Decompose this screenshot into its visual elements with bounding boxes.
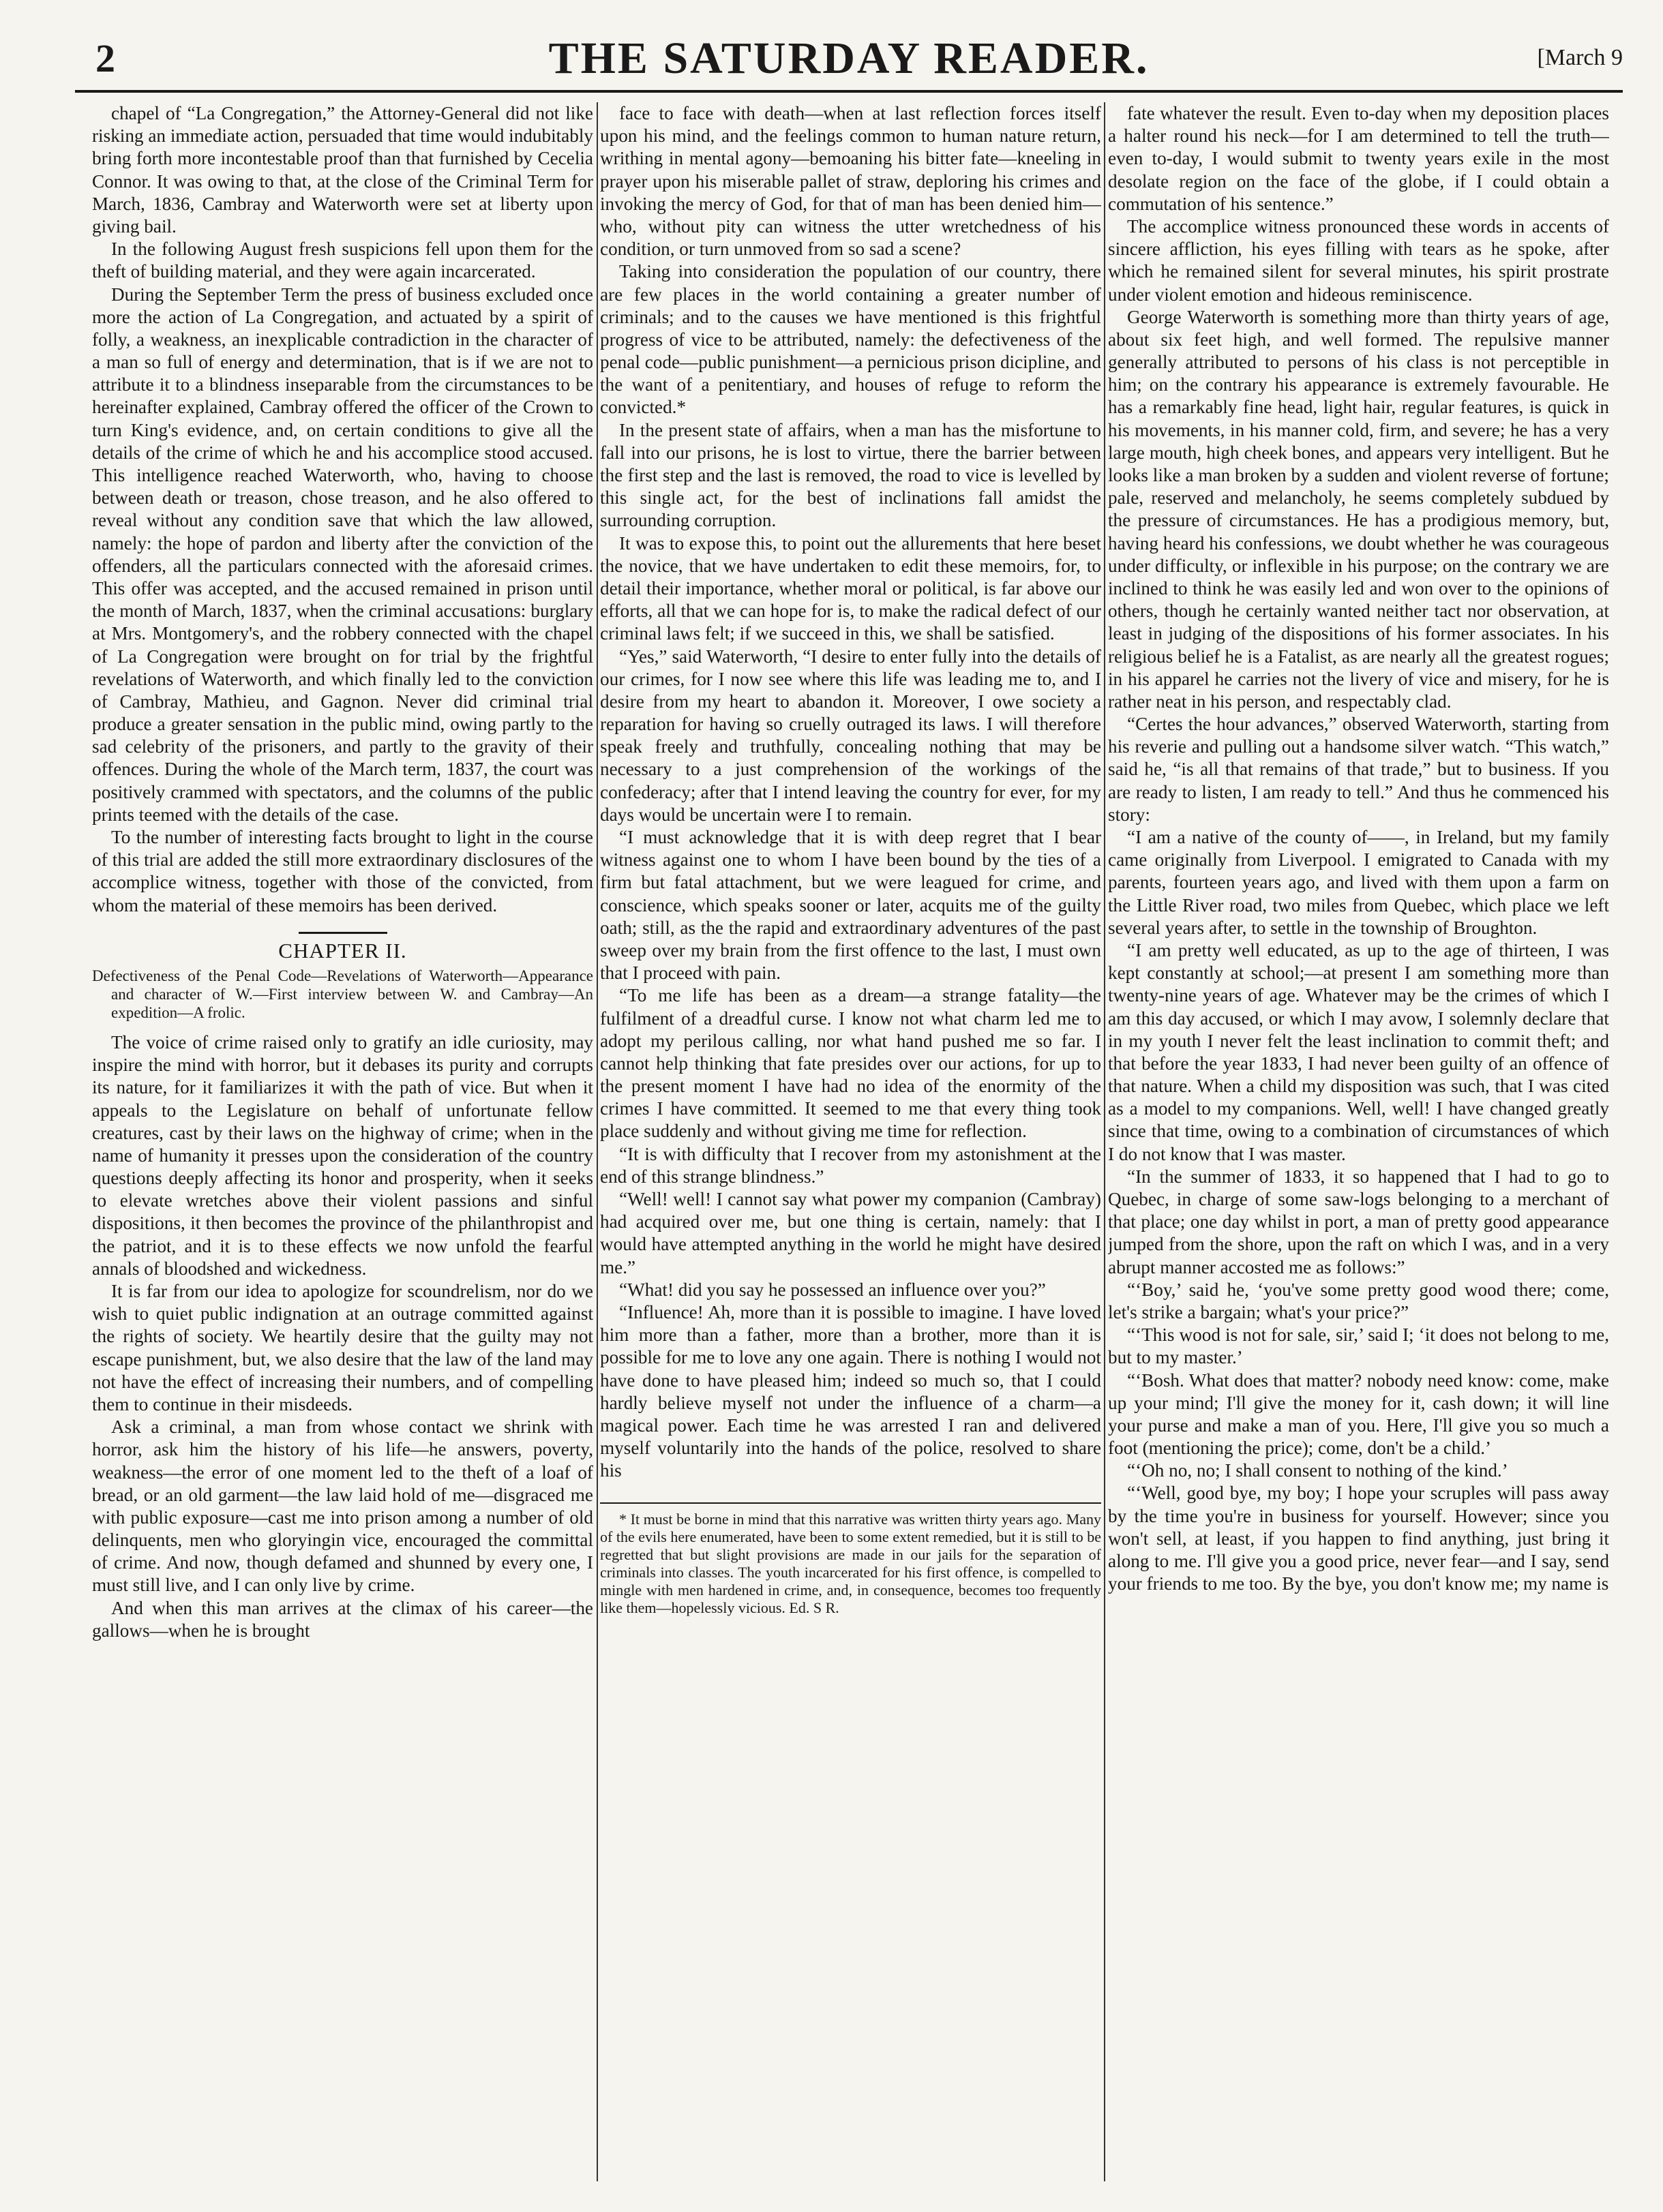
paragraph: The accomplice witness pronounced these words in accents of sincere affliction, his eyes filling with tears as he spoke, after which he remained silent for several minutes, his spirit prostrate under violent emotion and hideous reminiscence. bbox=[1108, 215, 1609, 305]
paragraph: “Yes,” said Waterworth, “I desire to enter fully into the details of our crimes, for I now see where this life was leading me to, and I desire from my heart to abandon it. Moreover, I owe society a reparation for having so cruelly outraged its laws. I will therefore speak freely and truthfully, concealing nothing that may be necessary to a just comprehension of the workings of the confederacy; after that I intend leaving the country for ever, for my days would be uncertain were I to remain. bbox=[600, 646, 1101, 825]
paragraph: In the following August fresh suspicions fell upon them for the theft of building material, and they were again incarcerated. bbox=[92, 239, 593, 282]
paragraph: chapel of “La Congregation,” the Attorney-General did not like risking an immediate action, persuaded that time would indubitably bring forth more incontestable proof than that furnished by Cecelia Connor. It was owing to that, at the close of the Criminal Term for March, 1836, Cambray and Waterworth were set at liberty upon giving bail. bbox=[92, 103, 593, 237]
paragraph: “In the summer of 1833, it so happened that I had to go to Quebec, in charge of some saw-logs belonging to a merchant of that place; one day whilst in port, a man of pretty good appearance jumped from the shore, upon the raft on which I was, and in a very abrupt manner accosted me as follows:” bbox=[1108, 1166, 1609, 1277]
footnote: * It must be borne in mind that this narrative was written thirty years ago. Many of the evils here enumerated, have been to some extent remedied, but it is still to be regretted that but slight provisions are made in our jails for the separation of criminals into classes. The youth incarcerated for his first offence, is compelled to mingle with men hardened in crime, and, in consequence, becomes too frequently like them—hopelessly vicious. Ed. S R. bbox=[600, 1511, 1101, 1617]
masthead-title: THE SATURDAY READER. bbox=[548, 33, 1150, 83]
paragraph: The voice of crime raised only to gratify an idle curiosity, may inspire the mind with horror, but it debases its purity and corrupts its nature, for it familiarizes it with the path of vice. But when it appeals to the Legislature on behalf of unfortunate fellow creatures, cast by their laws on the highway of crime; when in the name of humanity it presses upon the consideration of the country questions deeply affecting its honor and prosperity, when it seeks to elevate wretches above their violent passions and sinful dispositions, it then becomes the province of the philanthropist and the patriot, and it is to these effects we now unfold the fearful annals of bloodshed and wickedness. bbox=[92, 1031, 593, 1279]
paragraph: To the number of interesting facts brought to light in the course of this trial are added the still more extraordinary disclosures of the accomplice witness, together with those of the convicted, from whom the material of these memoirs has been derived. bbox=[92, 827, 593, 915]
chapter-summary: Defectiveness of the Penal Code—Revelations of Waterworth—Appearance and character of W.—First interview between W. and Cambray—An expedition—A frolic. bbox=[92, 967, 593, 1021]
page-number: 2 bbox=[95, 36, 115, 80]
paragraph: “To me life has been as a dream—a strange fatality—the fulfilment of a dreadful curse. I know not what charm led me to adopt my perilous calling, nor what hand pushed me so far. I cannot help thinking that fate presides over our actions, for up to the present moment I have had no idea of the enormity of the crimes I have committed. It seemed to me that every thing took place suddenly and without giving me time for reflection. bbox=[600, 985, 1101, 1142]
column-divider bbox=[597, 102, 598, 2181]
chapter-rule bbox=[299, 932, 387, 934]
paragraph: “I am pretty well educated, as up to the age of thirteen, I was kept constantly at school;—at present I am something more than twenty-nine years of age. Whatever may be the crimes of which I am this day accused, or which I may avow, I solemnly declare that in my youth I never felt the least inclination to commit theft; and that before the year 1833, I had never been guilty of an offence of that nature. When a child my disposition was such, that I was cited as a model to my companions. Well, well! I have changed greatly since that time, owing to a combination of circumstances of which I do not know that I was master. bbox=[1108, 939, 1609, 1164]
column-3 bbox=[1108, 102, 1609, 2181]
paragraph: During the September Term the press of business excluded once more the action of La Congregation, and actuated by a spirit of folly, a weakness, an inexplicable contradiction in the character of a man so full of energy and determination, that is if we are not to attribute it to a blindness inseparable from the circumstances to be hereinafter explained, Cambray offered the officer of the Crown to turn King's evidence, and, on certain conditions to give all the details of the crime of which he and his accomplice stood accused. This intelligence reached Waterworth, who, having to choose between death or treason, chose treason, and he also offered to reveal without any condition save that which the law allowed, namely: the hope of pardon and liberty after the conviction of the offenders, all the particulars connected with the aforesaid crimes. This offer was accepted, and the accused remained in prison until the month of March, 1837, when the criminal accusations: burglary at Mrs. Montgomery's, and the robbery connected with the chapel of La Congregation were brought on for trial by the frightful revelations of Waterworth, and which finally led to the conviction of Cambray, Mathieu, and Gagnon. Never did criminal trial produce a greater sensation in the public mind, owing partly to the sad celebrity of the prisoners, and partly to the gravity of their offences. During the whole of the March term, 1837, the court was positively crammed with spectators, and the columns of the public prints teemed with the details of the case. bbox=[92, 284, 593, 825]
column-2 bbox=[600, 102, 1101, 2181]
header-rule bbox=[75, 90, 1623, 93]
page-header bbox=[75, 26, 1623, 94]
paragraph: “Well! well! I cannot say what power my companion (Cambray) had acquired over me, but one thing is certain, namely: that I would have attempted anything in the world he might have desired me.” bbox=[600, 1189, 1101, 1277]
paragraph: Taking into consideration the population of our country, there are few places in the world containing a greater number of criminals; and to the causes we have mentioned is this frightful progress of vice to be attributed, namely: the defectiveness of the penal code—public punishment—a pernicious prison dicipline, and the want of a penitentiary, and houses of refuge to reform the convicted.* bbox=[600, 261, 1101, 418]
paragraph: “It is with difficulty that I recover from my astonishment at the end of this strange blindness.” bbox=[600, 1143, 1101, 1187]
paragraph: “Influence! Ah, more than it is possible to imagine. I have loved him more than a father, more than a brother, more than it is possible for me to love any one again. There is nothing I would not have done to have pleased him; indeed so much so, that I could hardly believe myself not under the influence of a charm—a magical power. Each time he was arrested I ran and delivered myself voluntarily into the hands of the police, resolved to share his bbox=[600, 1301, 1101, 1481]
paragraph: Ask a criminal, a man from whose contact we shrink with horror, ask him the history of his life—he answers, poverty, weakness—the error of one moment led to the theft of a loaf of bread, or an old garment—the law laid hold of me—disgraced me with public exposure—cast me into prison among a number of old delinquents, men who gloryingin vice, encouraged the committal of crime. And now, though defamed and shunned by every one, I must still live, and I can only live by crime. bbox=[92, 1416, 593, 1596]
issue-date: [March 9 bbox=[1537, 45, 1623, 70]
paragraph: face to face with death—when at last reflection forces itself upon his mind, and the feelings common to human nature return, writhing in mental agony—bemoaning his bitter fate—kneeling in prayer upon his miserable pallet of straw, deploring his crimes and invoking the mercy of God, for that of man has been denied him—who, without pity can witness the utter wretchedness of his condition, or turn unmoved from so sad a scene? bbox=[600, 103, 1101, 260]
paragraph: “‘Oh no, no; I shall consent to nothing of the kind.’ bbox=[1127, 1460, 1508, 1481]
footnote-rule bbox=[600, 1502, 1101, 1504]
chapter-title: CHAPTER II. bbox=[278, 938, 407, 963]
paragraph: “I must acknowledge that it is with deep regret that I bear witness against one to whom I have been bound by the ties of a firm but fatal attachment, but we were leagued for crime, and conscience, which speaks sooner or later, acquits me of the guilty oath; still, as the the rapid and extraordinary adventures of the past sweep over my brain from the first offence to the last, I must own that I proceed with pain. bbox=[600, 827, 1101, 984]
paragraph: In the present state of affairs, when a man has the misfortune to fall into our prisons, he is lost to virtue, there the barrier between the first step and the last is removed, the road to vice is levelled by this single act, for the best of inclinations fall amidst the surrounding corruption. bbox=[600, 419, 1101, 531]
paragraph: “‘Boy,’ said he, ‘you've some pretty good wood there; come, let's strike a bargain; what's your price?” bbox=[1108, 1279, 1609, 1322]
paragraph: It was to expose this, to point out the allurements that here beset the novice, that we have undertaken to edit these memoirs, for, to detail their importance, whether moral or political, is far above our efforts, all that we can hope for is, to make the radical defect of our criminal laws felt; if we succeed in this, we shall be satisfied. bbox=[600, 532, 1101, 644]
column-divider bbox=[1104, 102, 1105, 2181]
paragraph: fate whatever the result. Even to-day when my deposition places a halter round his neck—for I am determined to tell the truth—even to-day, I would submit to twenty years exile in the most desolate region on the face of the globe, if I could obtain a commutation of his sentence.” bbox=[1108, 103, 1609, 214]
paragraph: “I am a native of the county of——, in Ireland, but my family came originally from Liverpool. I emigrated to Canada with my parents, fourteen years ago, and lived with them upon a farm on the Little River road, two miles from Quebec, which place we left several years after, to settle in the township of Broughton. bbox=[1108, 827, 1609, 938]
paragraph: “Certes the hour advances,” observed Waterworth, starting from his reverie and pulling out a handsome silver watch. “This watch,” said he, “is all that remains of that trade,” but to business. If you are ready to listen, I am ready to tell.” And thus he commenced his story: bbox=[1108, 714, 1609, 825]
paragraph: George Waterworth is something more than thirty years of age, about six feet high, and well formed. The repulsive manner generally attributed to persons of his class is not perceptible in him; on the contrary his appearance is extremely favourable. He has a remarkably fine head, light hair, regular features, is quick in his movements, in his manner cold, firm, and severe; he has a very large mouth, high cheek bones, and appears very intelligent. But he looks like a man broken by a sudden and violent reverse of fortune; pale, reserved and melancholy, he seems completely subdued by the pressure of circumstances. He has a prodigious memory, but, having heard his confessions, we doubt whether he was courageous under difficulty, or inflexible in his purpose; on the contrary we are inclined to think he was easily led and won over to the opinions of others, though he certainly wanted neither tact nor observation, at least in judging of the dispositions of his former associates. In his religious belief he is a Fatalist, as are nearly all the greatest rogues; in his apparel he carries not the livery of vice and misery, for he is rather neat in his person, and respectably clad. bbox=[1108, 306, 1609, 712]
paragraph: It is far from our idea to apologize for scoundrelism, nor do we wish to quiet public indignation at an outrage committed against the rights of society. We heartily desire that the guilty may not escape punishment, but, we also desire that the law of the land may not have the effect of increasing their numbers, and of compelling them to continue in their misdeeds. bbox=[92, 1281, 593, 1414]
paragraph: And when this man arrives at the climax of his career—the gallows—when he is brought bbox=[92, 1597, 593, 1641]
paragraph: “‘This wood is not for sale, sir,’ said I; ‘it does not belong to me, but to my master.’ bbox=[1108, 1324, 1609, 1368]
paragraph: “What! did you say he possessed an influence over you?” bbox=[619, 1279, 1046, 1300]
paragraph: “‘Bosh. What does that matter? nobody need know: come, make up your mind; I'll give the money for it, cash down; it will line your purse and make a man of you. Here, I'll give you so much a foot (mentioning the price); come, don't be a child.’ bbox=[1108, 1369, 1609, 1459]
paragraph: “‘Well, good bye, my boy; I hope your scruples will pass away by the time you're in business for yourself. However; since you won't sell, at least, if you happen to find anything, just bring it along to me. I'll give you a good price, never fear—and I say, send your friends to me too. By the bye, you don't know me; my name is bbox=[1108, 1483, 1609, 1594]
column-1 bbox=[92, 102, 593, 2181]
